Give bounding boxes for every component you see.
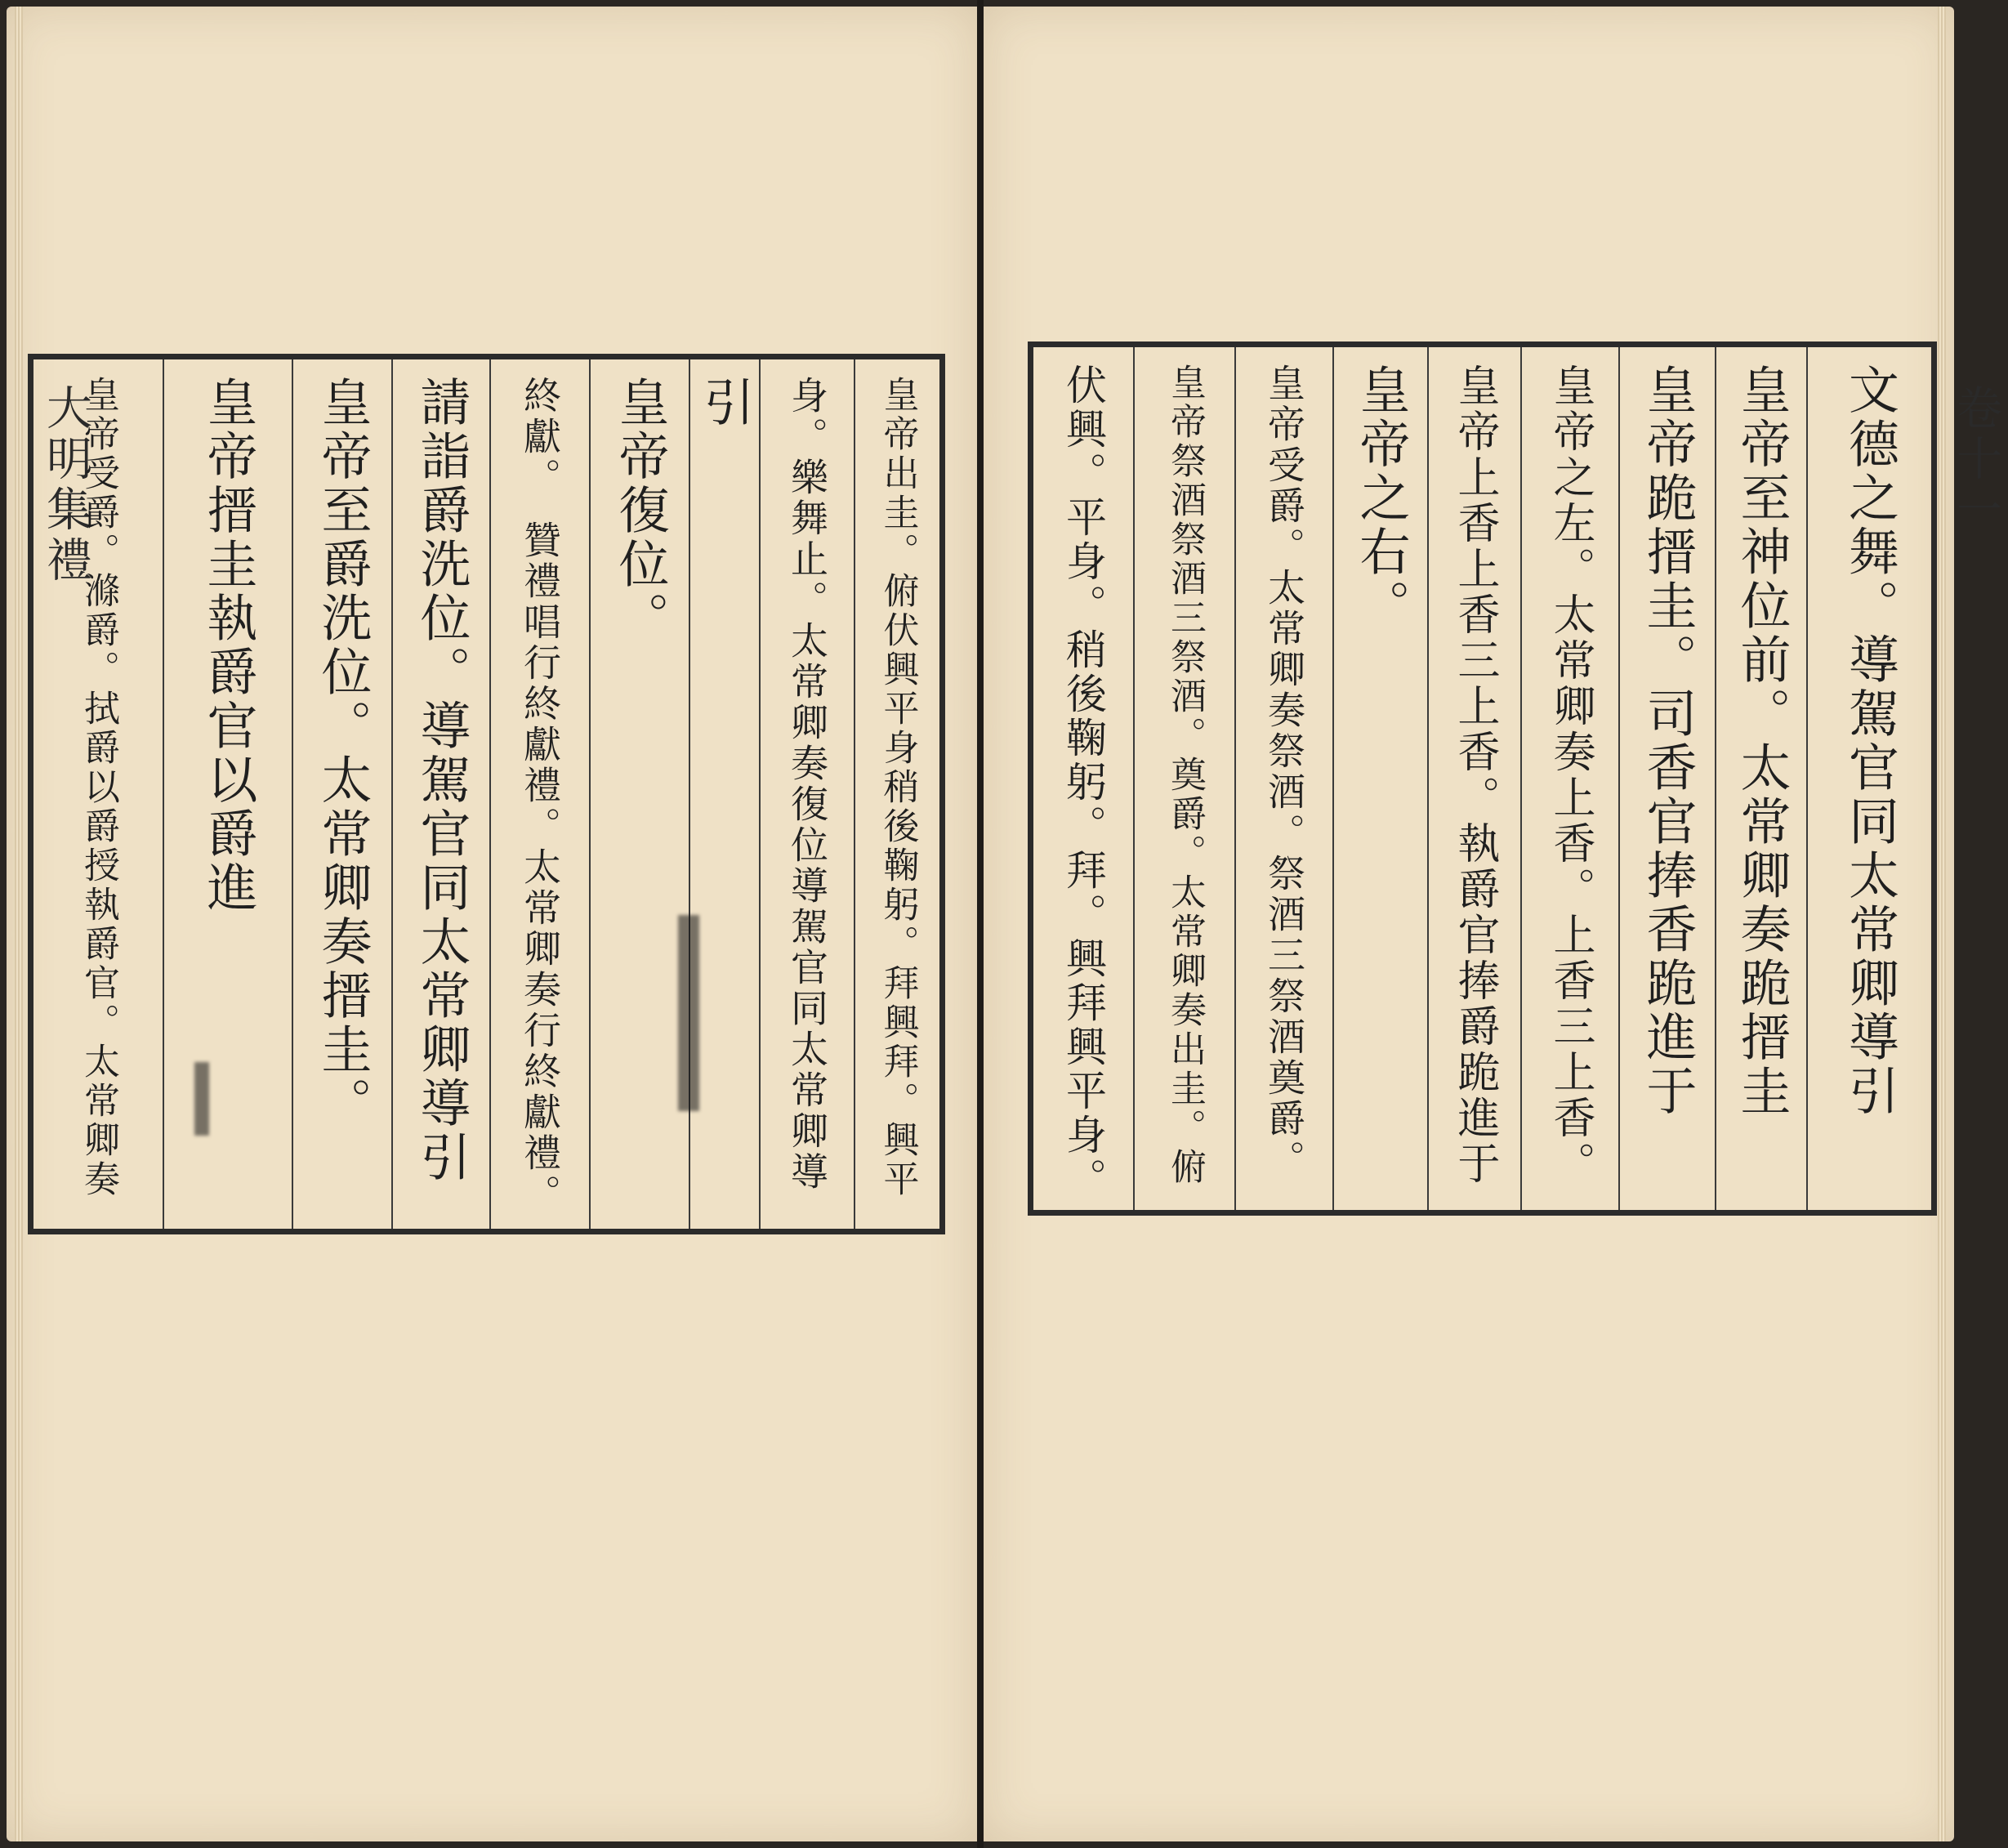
right-column-5: 皇帝上香上香三上香。執爵官捧爵跪進于	[1427, 347, 1520, 1210]
right-column-7: 皇帝受爵。太常卿奏祭酒。祭酒三祭酒奠爵。	[1234, 347, 1332, 1210]
right-column-1: 文德之舞。導駕官同太常卿導引	[1806, 347, 1931, 1210]
right-margin-title: 卷十一	[1949, 384, 2002, 536]
left-column-9: 皇帝受爵。滌爵。拭爵以爵授執爵官。太常卿奏	[78, 376, 119, 1199]
right-column-6: 皇帝之右。	[1332, 347, 1427, 1210]
right-text-frame	[1028, 341, 1937, 1216]
book-gutter	[977, 0, 984, 1848]
right-column-8: 皇帝祭酒祭酒三祭酒。奠爵。太常卿奏出圭。俯	[1133, 347, 1234, 1210]
left-column-3: 引	[689, 359, 759, 1229]
left-column-7: 皇帝至爵洗位。太常卿奏搢圭。	[292, 359, 391, 1229]
left-column-5: 終獻。 贊禮唱行終獻禮。太常卿奏行終獻禮。	[489, 359, 589, 1229]
ink-blot	[678, 915, 699, 1111]
ink-blot	[194, 1062, 209, 1136]
left-column-1: 皇帝出圭。俯伏興平身稍後鞠躬。拜興拜。興平	[854, 359, 939, 1229]
left-column-8: 皇帝搢圭執爵官以爵進	[163, 359, 292, 1229]
right-column-4: 皇帝之左。太常卿奏上香。上香三上香。	[1520, 347, 1618, 1210]
left-column-4: 皇帝復位。	[589, 359, 689, 1229]
right-column-9: 伏興。平身。稍後鞠躬。拜。興拜興平身。	[1060, 364, 1107, 1202]
left-column-6: 請詣爵洗位。導駕官同太常卿導引	[391, 359, 489, 1229]
left-margin-title: 大明集禮	[39, 384, 92, 587]
left-text-frame	[28, 354, 945, 1234]
left-page-edge	[15, 7, 23, 1841]
right-column-2: 皇帝至神位前。太常卿奏跪搢圭	[1715, 347, 1806, 1210]
left-column-2: 身。樂舞止。太常卿奏復位導駕官同太常卿導	[759, 359, 854, 1229]
right-page-edge	[1938, 7, 1946, 1841]
right-column-3: 皇帝跪搢圭。司香官捧香跪進于	[1618, 347, 1715, 1210]
